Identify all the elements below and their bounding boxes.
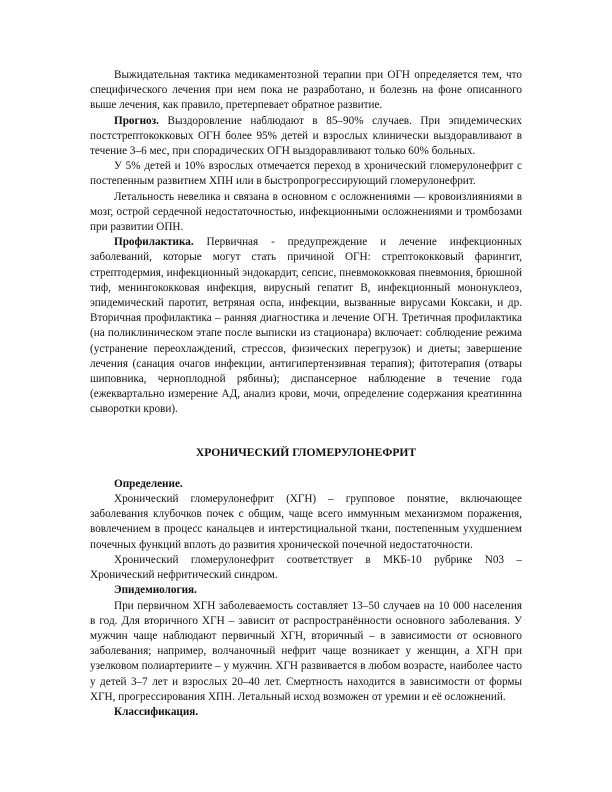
prognosis-lead: Прогноз. (114, 114, 159, 127)
paragraph-definition: Хронический гломерулонефрит (ХГН) – групповое понятие, включающее заболевания клубочков почек с общим, чаще всего иммунным механизмом поражения, вовлечением в процесс канальцев и интерстициальной ткани, постепенным ухудшением почечных функций вплоть до развития хронической почечной недостаточности. (90, 493, 522, 551)
paragraph-epidemiology: При первичном ХГН заболеваемость составляет 13–50 случаев на 10 000 населения в год. Для вторичного ХГН – зависит от распространённости основного заболевания. У мужчин чаще наблюдают первичный ХГН, вторичный – в зависимости от основного заболевания; например, волчаночный нефрит чаще возникает у женщин, а ХГН при узелковом полиартериите – у мужчин. ХГН развивается в любом возрасте, наиболее часто у детей 3–7 лет и взрослых 20–40 лет. Смертность находится в зависимости от формы ХГН, прогрессирования ХПН. Летальный исход возможен от уремии и её осложнений. (90, 599, 522, 703)
prophylaxis-lead: Профилактика. (114, 236, 194, 249)
definition-heading: Определение. (114, 477, 183, 490)
epidemiology-heading: Эпидемиология. (114, 584, 197, 597)
paragraph-therapy: Выжидательная тактика медикаментозной терапии при ОГН определяется тем, что специфического лечения при нем пока не разработано, и болезнь на фоне описанного выше лечения, как правило, претерпевает обратное развитие. (90, 69, 522, 112)
section-title: ХРОНИЧЕСКИЙ ГЛОМЕРУЛОНЕФРИТ (195, 445, 417, 459)
prognosis-text: Выздоровление наблюдают в 85–90% случаев. При эпидемических постстрептококковых ОГН более 95% детей и взрослых клинически выздоравливают в течение 3–6 мес, при спорадических ОГН выздоравливают только 60% больных. (90, 114, 522, 158)
paragraph-prophylaxis (90, 235, 522, 417)
paragraph-transition: У 5% детей и 10% взрослых отмечается переход в хронический гломерулонефрит с постепенным развитием ХПН или в быстропрогрессирующий гломерулонефрит. (90, 160, 522, 188)
paragraph-lethality: Летальность невелика и связана в основном с осложнениями — кровоизлияниями в мозг, острой сердечной недостаточностью, инфекционными осложнениями и тромбозами при развитии ОПН. (90, 190, 522, 234)
paragraph-icd: Хронический гломерулонефрит соответствует в МКБ-10 рубрике N03 – Хронический нефритический синдром. (90, 553, 522, 582)
prophylaxis-text: Первичная - предупреждение и лечение инфекционных заболеваний, которые могут стать причиной ОГН: стрептококковый фарингит, стрептодермия, инфекционный эндокардит, сепсис, пневмококковая пневмония, брюшной тиф, менингококковая инфекция, вирусный гепатит В, инфекционный мононуклеоз, эпидемический паротит, ветряная оспа, инфекции, вызванные вирусами Коксаки, и др. Вторичная профилактика – ранняя диагностика и лечение ОГН. Третичная профилактика (на поликлиническом этапе после выписки из стационара) включает: соблюдение режима (устранение переохлаждений, стрессов, физических перегрузок) и диеты; завершение лечения (санация очагов инфекции, антигипертензивная терапия); фитотерапия (отвары шиповника, черноплодной рябины); диспансерное наблюдение в течение года (ежеквартально измерение АД, анализ крови, мочи, определение содержания креатинина сыворотки крови). (90, 236, 522, 416)
paragraph-prognosis (90, 114, 522, 160)
classification-heading: Классификация. (114, 705, 199, 718)
